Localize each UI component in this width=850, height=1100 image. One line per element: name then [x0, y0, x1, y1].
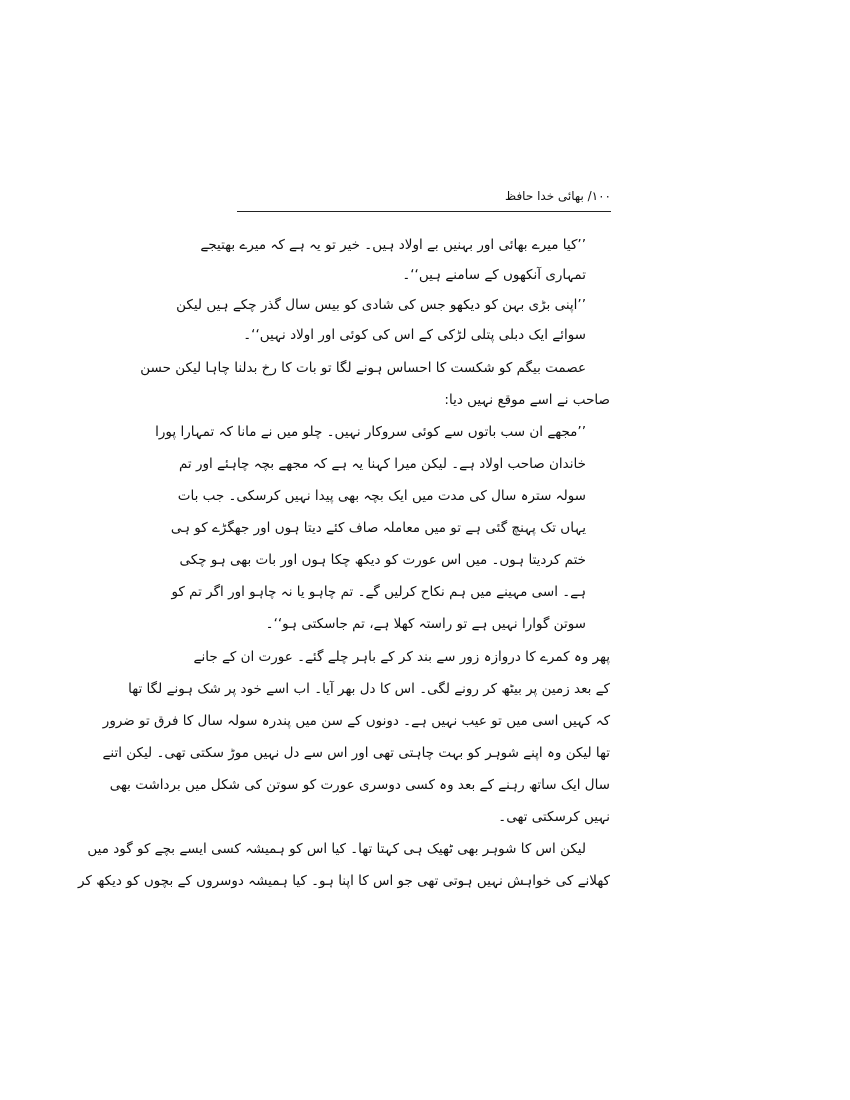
text-line: عصمت بیگم کو شکست کا احساس ہونے لگا تو بات کا رخ بدلنا چاہا لیکن حسن	[140, 360, 586, 376]
text-line: سوتن گوارا نہیں ہے تو راستہ کھلا ہے، تم جاسکتی ہو‘‘۔	[265, 616, 586, 632]
text-line: تمہاری آنکھوں کے سامنے ہیں‘‘۔	[402, 267, 586, 283]
running-title: ۱۰۰/ بھائی خدا حافظ	[505, 189, 611, 203]
text-line: سولہ سترہ سال کی مدت میں ایک بچہ بھی پیدا نہیں کرسکی۔ جب بات	[177, 488, 586, 504]
text-line: ختم کردیتا ہوں۔ میں اس عورت کو دیکھ چکا ہوں اور بات بھی ہو چکی	[179, 552, 586, 568]
text-line: صاحب نے اسے موقع نہیں دیا:	[444, 392, 610, 408]
text-line: تھا لیکن وہ اپنے شوہر کو بہت چاہتی تھی اور اس سے دل نہیں موڑ سکتی تھی۔ لیکن اتنے	[102, 745, 610, 761]
text-line: ’’مجھے ان سب باتوں سے کوئی سروکار نہیں۔ چلو میں نے مانا کہ تمہارا پورا	[155, 424, 586, 440]
text-line: کھلانے کی خواہش نہیں ہوتی تھی جو اس کا اپنا ہو۔ کیا ہمیشہ دوسروں کے بچوں کو دیکھ کر	[77, 873, 610, 889]
text-line: کہ کہیں اسی میں تو عیب نہیں ہے۔ دونوں کے سن میں پندرہ سولہ سال کا فرق تو ضرور	[102, 713, 610, 729]
text-line: لیکن اس کا شوہر بھی ٹھیک ہی کہتا تھا۔ کیا اس کو ہمیشہ کسی ایسے بچے کو گود میں	[87, 841, 586, 857]
text-line: پھر وہ کمرے کا دروازہ زور سے بند کر کے باہر چلے گئے۔ عورت ان کے جانے	[193, 649, 610, 665]
text-line: ’’کیا میرے بھائی اور بہنیں بے اولاد ہیں۔ خیر تو یہ ہے کہ میرے بھتیجے	[200, 237, 586, 253]
text-line: سوائے ایک دبلی پتلی لڑکی کے اس کی کوئی اور اولاد نہیں‘‘۔	[243, 327, 586, 343]
text-line: ’’اپنی بڑی بہن کو دیکھو جس کی شادی کو بیس سال گذر چکے ہیں لیکن	[176, 297, 586, 313]
header-rule	[237, 211, 611, 212]
text-line: نہیں کرسکتی تھی۔	[498, 809, 610, 825]
text-line: خاندان صاحب اولاد ہے۔ لیکن میرا کہنا یہ ہے کہ مجھے بچہ چاہئے اور تم	[178, 456, 586, 472]
text-line: ہے۔ اسی مہینے میں ہم نکاح کرلیں گے۔ تم چاہو یا نہ چاہو اور اگر تم کو	[171, 584, 586, 600]
text-line: سال ایک ساتھ رہنے کے بعد وہ کسی دوسری عورت کو سوتن کی شکل میں برداشت بھی	[109, 777, 610, 793]
text-line: یہاں تک پہنچ گئی ہے تو میں معاملہ صاف کئے دیتا ہوں اور جھگڑے کو ہی	[170, 520, 586, 536]
running-header	[237, 186, 611, 210]
text-line: کے بعد زمین پر بیٹھ کر رونے لگی۔ اس کا دل بھر آیا۔ اب اسے خود پر شک ہونے لگا تھا	[128, 681, 610, 697]
